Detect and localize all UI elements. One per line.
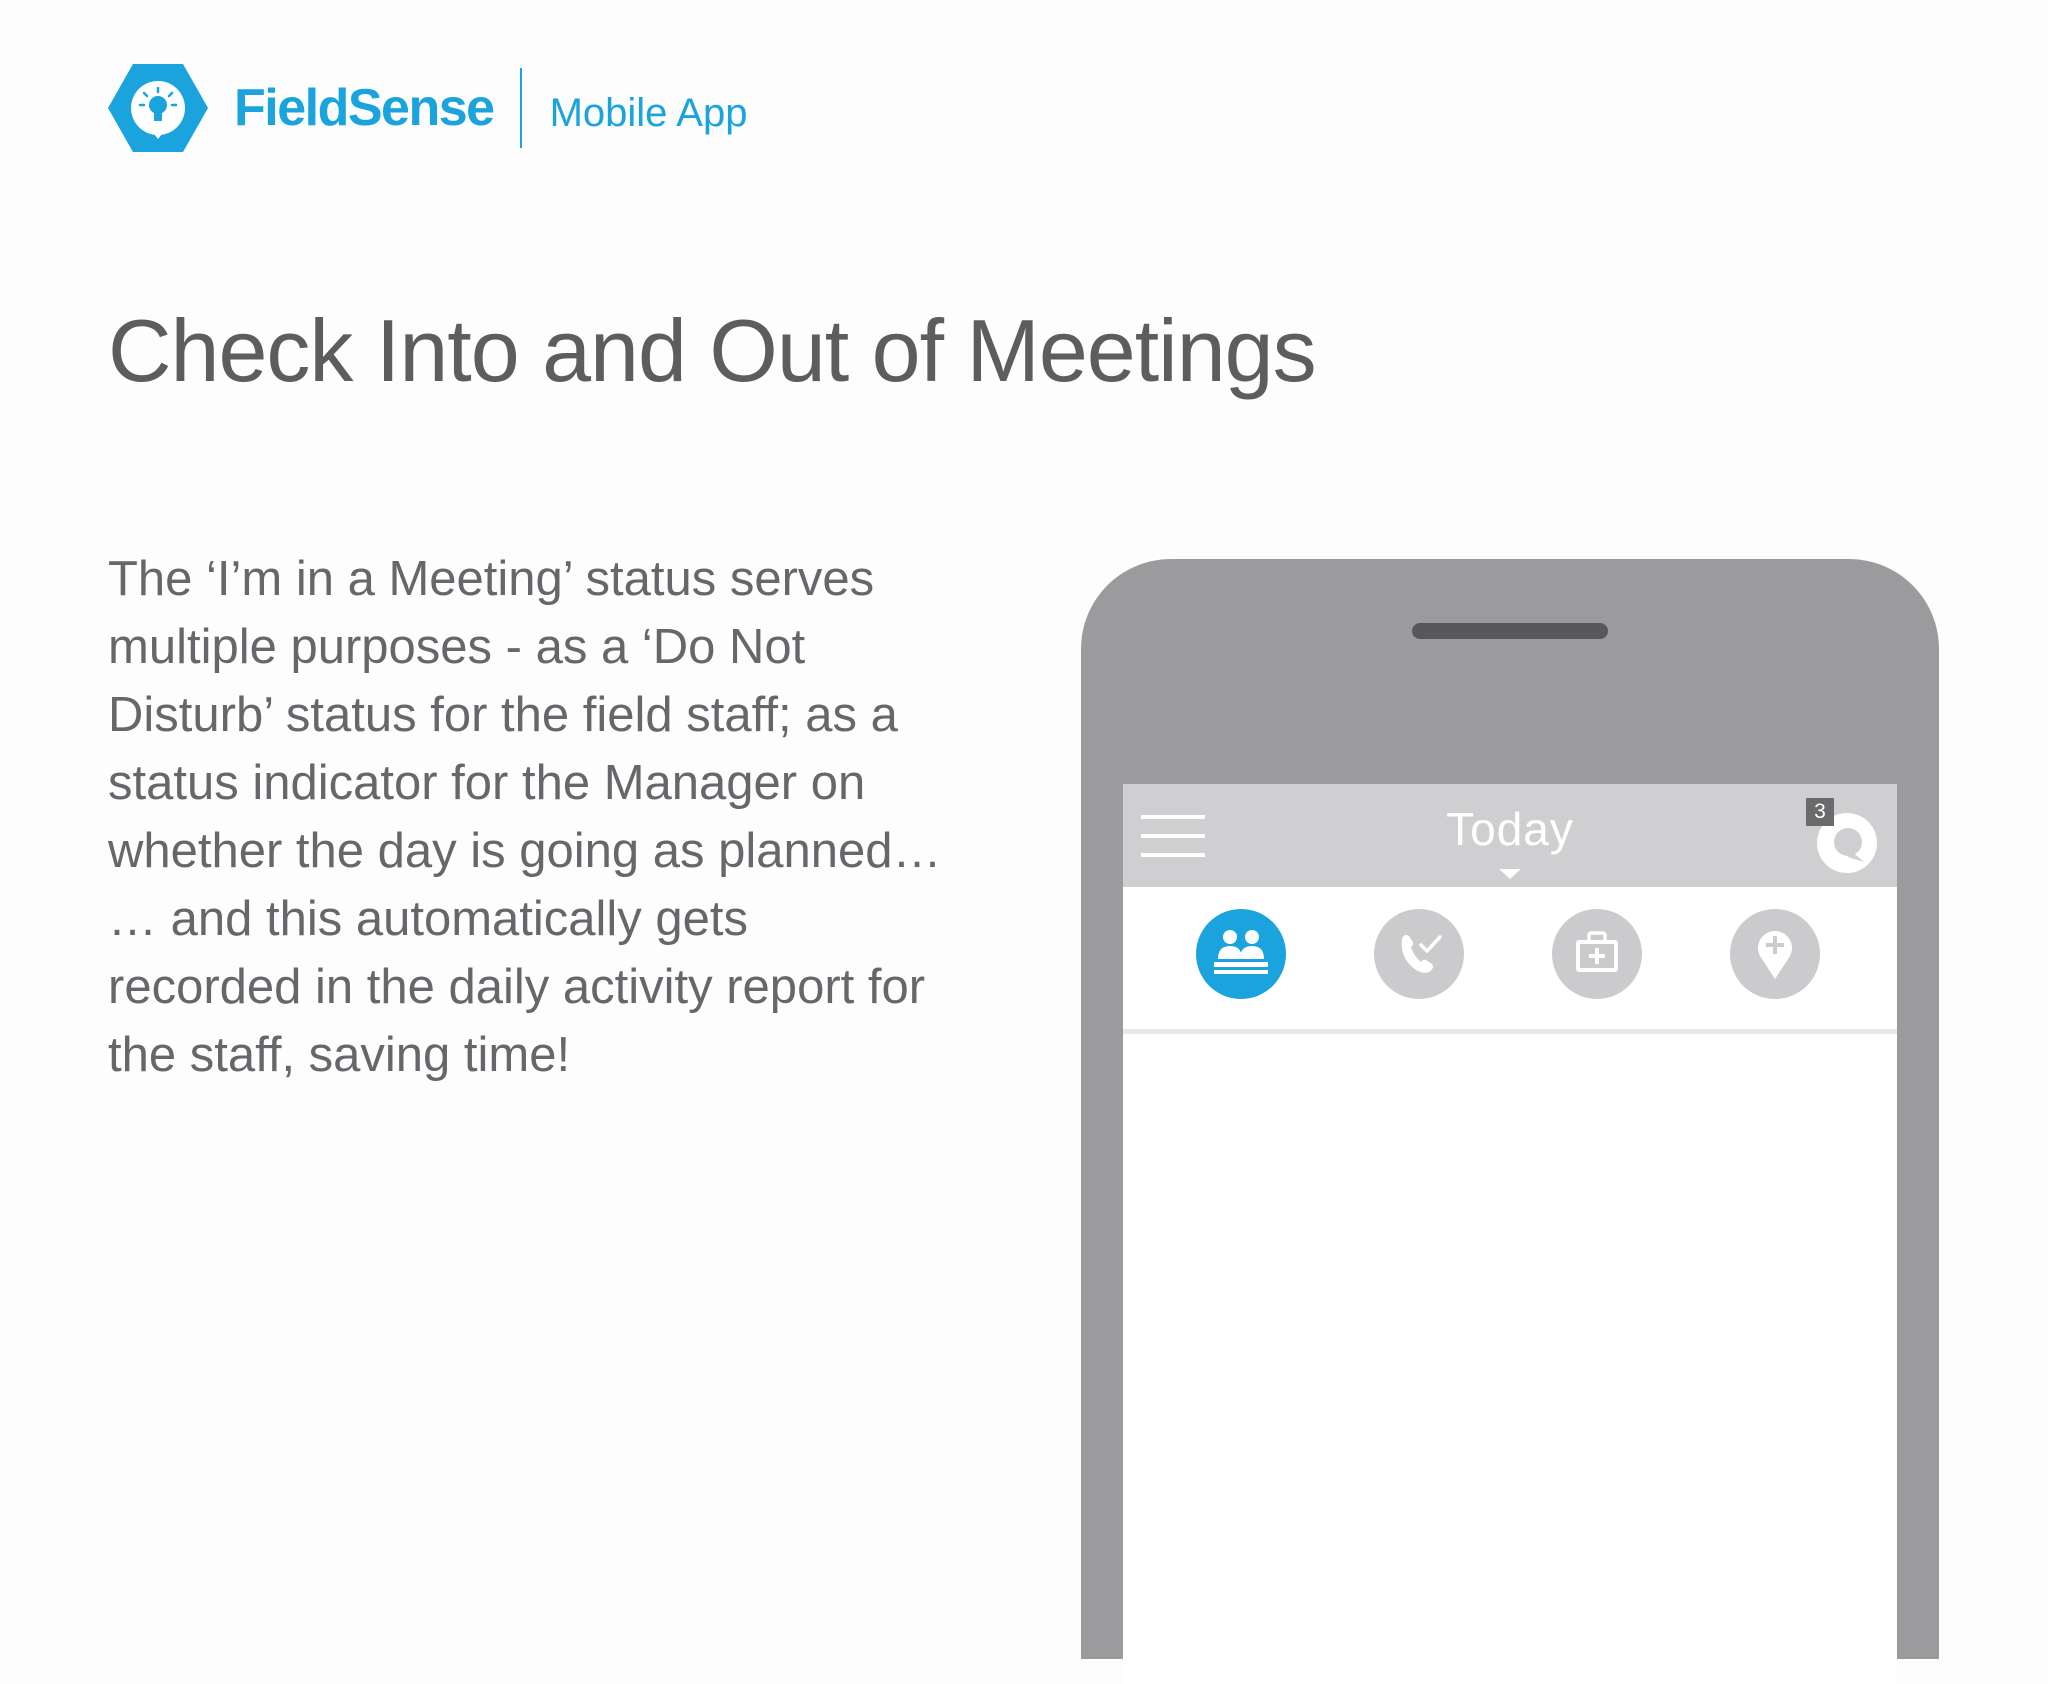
tab-medical[interactable] <box>1552 909 1642 999</box>
app-header <box>1123 784 1897 887</box>
chat-button[interactable] <box>1806 798 1888 880</box>
date-selector[interactable] <box>1410 802 1610 882</box>
hamburger-menu-icon[interactable] <box>1141 815 1205 857</box>
fieldsense-logo-icon <box>108 62 208 154</box>
description-line: The ‘I’m in a Meeting’ status serves <box>108 552 875 606</box>
activity-tab-bar <box>1123 889 1897 1034</box>
phone-screen <box>1123 784 1897 1684</box>
tab-meeting[interactable] <box>1196 909 1286 999</box>
slide-title: Check Into and Out of Meetings <box>108 301 1316 400</box>
description-line: … and this automatically gets <box>108 892 749 946</box>
phone-check-icon <box>1374 909 1464 999</box>
brand-header <box>108 62 747 154</box>
add-location-pin-icon <box>1730 909 1820 999</box>
meeting-people-icon <box>1196 909 1286 999</box>
tab-location[interactable] <box>1730 909 1820 999</box>
tab-call[interactable] <box>1374 909 1464 999</box>
notification-badge: 3 <box>1806 798 1834 826</box>
brand-name: FieldSense <box>234 79 494 137</box>
description-line: recorded in the daily activity report for <box>108 960 926 1014</box>
chevron-down-icon <box>1499 869 1521 879</box>
description-line: Disturb’ status for the field staff; as a <box>108 688 898 742</box>
slide-description <box>108 545 1008 1089</box>
brand-divider <box>520 68 522 148</box>
description-line: the staff, saving time! <box>108 1028 571 1082</box>
description-line: multiple purposes - as a ‘Do Not <box>108 620 806 674</box>
medical-kit-icon <box>1552 909 1642 999</box>
phone-speaker <box>1412 623 1608 639</box>
description-line: status indicator for the Manager on <box>108 756 866 810</box>
date-label: Today <box>1446 803 1574 855</box>
phone-mockup <box>1081 559 1939 1659</box>
brand-product-label: Mobile App <box>549 90 748 135</box>
description-line: whether the day is going as planned… <box>108 824 942 878</box>
